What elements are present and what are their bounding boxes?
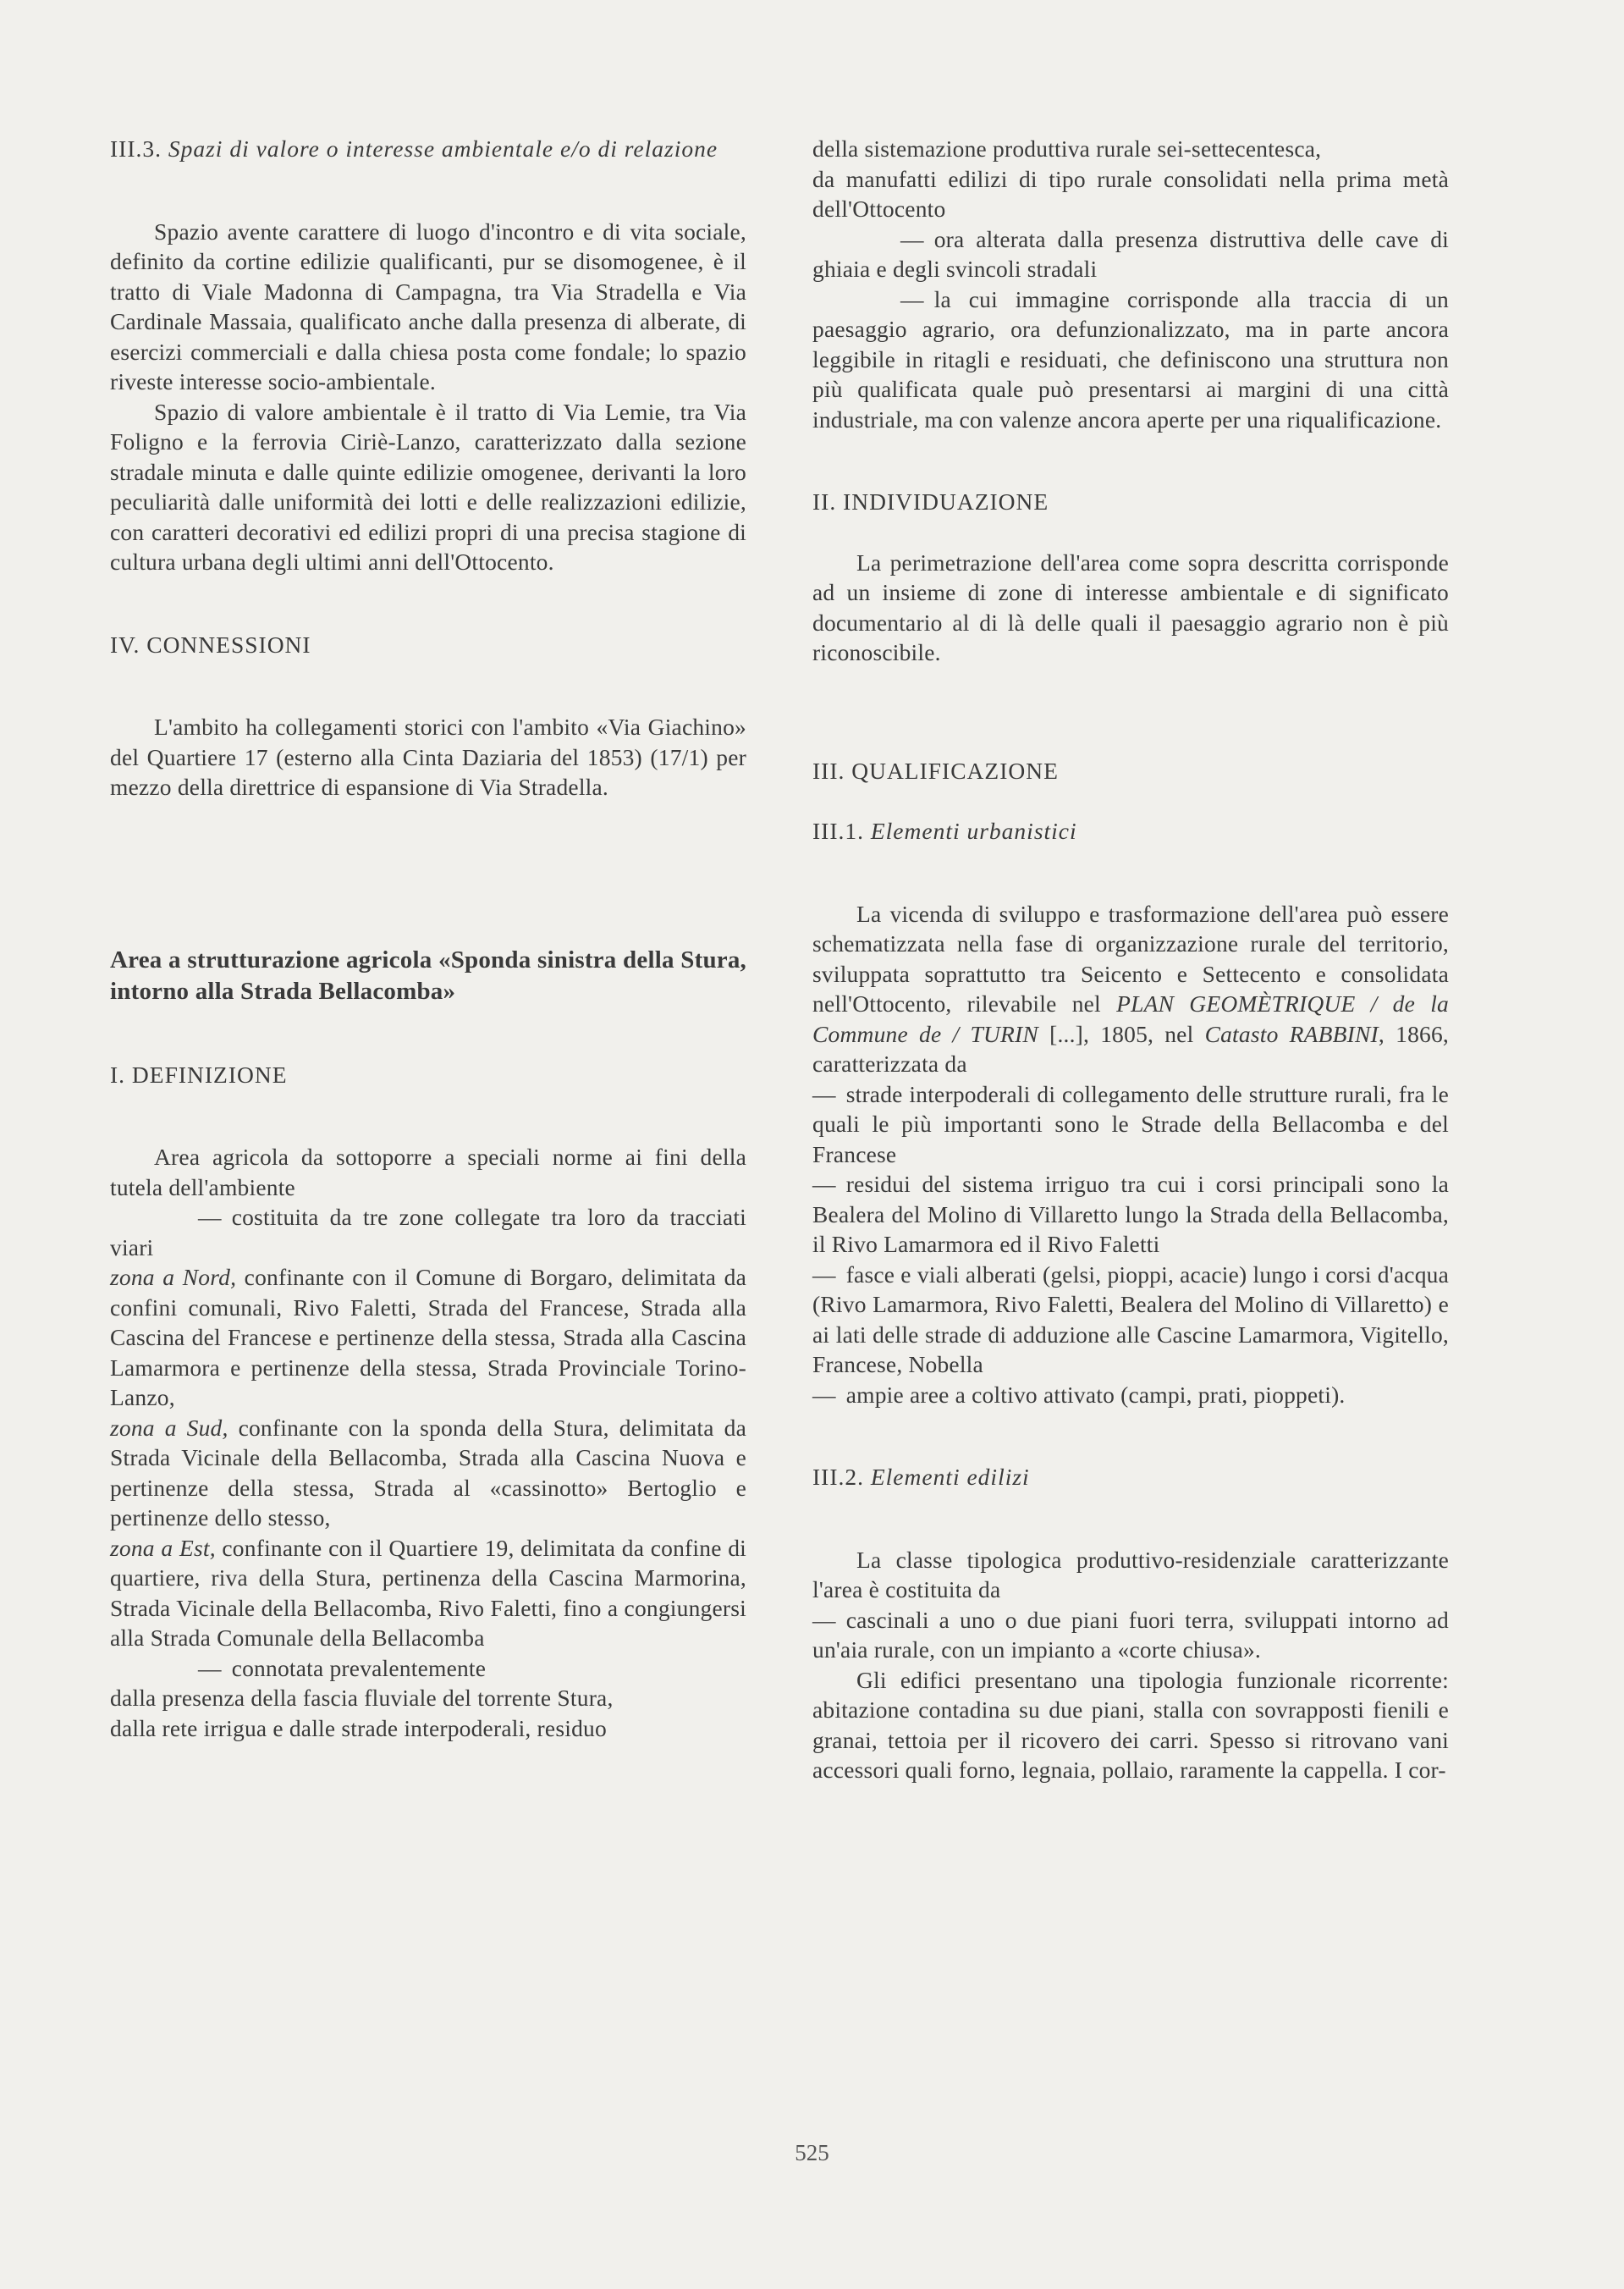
paragraph: della sistemazione produttiva rurale sei-settecentesca,: [812, 135, 1322, 162]
dash-glyph: —: [812, 1171, 836, 1197]
section-heading-iii: III. QUALIFICAZIONE: [812, 757, 1059, 784]
dash-text: strade interpoderali di collegamento delle strutture rurali, fra le quali le più importanti sono le Strade della Bellacomba e del Francese: [812, 1080, 1449, 1167]
dash-item: [110, 1653, 746, 1684]
zone-label: zona a Sud,: [110, 1414, 228, 1441]
dash-glyph: —: [812, 1080, 836, 1107]
paragraph: dalla presenza della fascia fluviale del torrente Stura,: [110, 1685, 614, 1711]
paragraph: La classe tipologica produttivo-residenziale caratterizzante l'area è costituita da: [812, 1546, 1449, 1602]
zone-item: [110, 1533, 746, 1653]
text-run: , 1866, caratterizzata da: [812, 1020, 1449, 1077]
heading-number: III.1.: [812, 818, 871, 844]
dash-glyph: —: [900, 225, 924, 252]
dash-item: [812, 1380, 1449, 1410]
paragraph: Spazio avente carattere di luogo d'incontro e di vita sociale, definito da cortine edilizie qualificanti, pur se disomogenee, è il tratto di Viale Madonna di Campagna, tra Via Stradella e Via Cardinale Massaia, qualificato anche dalla presenza di alberate, di esercizi commerciali e dalla chiesa posta come fondale; lo spazio riveste interesse socio-ambientale.: [110, 218, 746, 394]
dash-glyph: —: [198, 1654, 222, 1681]
zone-item: [110, 1413, 746, 1533]
zone-label: zona a Nord,: [110, 1264, 237, 1290]
dash-text: residui del sistema irriguo tra cui i corsi principali sono la Bealera del Molino di Villaretto lungo la Strada della Bellacomba, il Rivo Lamarmora ed il Rivo Faletti: [812, 1171, 1449, 1257]
dash-item: [812, 1605, 1449, 1665]
paragraph: dalla rete irrigua e dalle strade interpoderali, residuo: [110, 1714, 607, 1741]
paragraph: da manufatti edilizi di tipo rurale consolidati nella prima metà dell'Ottocento: [812, 165, 1449, 222]
paragraph: [812, 899, 1449, 1079]
section-heading-ii: II. INDIVIDUAZIONE: [812, 488, 1049, 515]
section-heading-iv: IV. CONNESSIONI: [110, 631, 311, 658]
heading-number: III.3.: [110, 135, 168, 162]
left-column: [110, 134, 746, 1743]
dash-glyph: —: [812, 1260, 836, 1288]
dash-text: cascinali a uno o due piani fuori terra, sviluppati intorno ad un'aia rurale, con un impianto a «corte chiusa».: [812, 1606, 1449, 1663]
area-title: Area a strutturazione agricola «Sponda sinistra della Stura, intorno alla Strada Bellacomba»: [110, 946, 746, 1005]
page-number: 525: [795, 2140, 829, 2165]
heading-title: Spazi di valore o interesse ambientale e/o di relazione: [168, 135, 718, 162]
dash-text: ora alterata dalla presenza distruttiva delle cave di ghiaia e degli svincoli stradali: [812, 225, 1449, 282]
dash-item: [812, 284, 1449, 435]
paragraph: Spazio di valore ambientale è il tratto di Via Lemie, tra Via Foligno e la ferrovia Ciriè-Lanzo, caratterizzato dalla sezione stradale minuta e dalle quinte edilizie omogenee, derivanti la loro peculiarità dalle uniformità dei lotti e delle realizzazioni edilizie, con caratteri decorativi ed edilizi propri di una precisa stagione di cultura urbana degli ultimi anni dell'Ottocento.: [110, 398, 746, 575]
dash-item: [110, 1202, 746, 1262]
dash-item: [812, 224, 1449, 284]
text-run: La vicenda di sviluppo e trasformazione dell'area può essere schematizzata nella fase di organizzazione rurale del territorio, sviluppata soprattutto tra Seicento e Settecento e consolidata nell'Ottocento, rilevabile nel: [812, 900, 1449, 1017]
dash-item: [812, 1260, 1449, 1380]
dash-text: connotata prevalentemente: [231, 1654, 487, 1681]
dash-glyph: —: [812, 1381, 836, 1408]
zone-label: zona a Est,: [110, 1534, 216, 1561]
dash-item: [812, 1079, 1449, 1170]
source-title: Catasto RABBINI: [1204, 1020, 1379, 1047]
dash-text: costituita da tre zone collegate tra loro da tracciati viari: [110, 1204, 746, 1260]
zone-text: confinante con la sponda della Stura, delimitata da Strada Vicinale della Bellacomba, Strada alla Cascina Nuova e pertinenze della stessa, Strada al «cassinotto» Bertoglio e pertinenze dello stesso,: [110, 1414, 747, 1531]
heading-title: Elementi urbanistici: [870, 818, 1077, 844]
paragraph: L'ambito ha collegamenti storici con l'ambito «Via Giachino» del Quartiere 17 (esterno alla Cinta Daziaria del 1853) (17/1) per mezzo della direttrice di espansione di Via Stradella.: [110, 714, 746, 800]
heading-title: Elementi edilizi: [870, 1464, 1030, 1490]
zone-item: [110, 1262, 746, 1413]
dash-text: fasce e viali alberati (gelsi, pioppi, acacie) lungo i corsi d'acqua (Rivo Lamarmora, Rivo Faletti, Bealera del Molino di Villaretto) e ai lati delle strade di adduzione alle Cascine Lamarmora, Vigitello, Francese, Nobella: [812, 1260, 1449, 1377]
section-heading-iii1: [812, 816, 1449, 847]
paragraph: Gli edifici presentano una tipologia funzionale ricorrente: abitazione contadina su due piani, stalla con sovrapposti fienili e granai, tettoia per il ricovero dei carri. Spesso si ritrovano vani accessori quali forno, legnaia, pollaio, raramente la cappella. I cor-: [812, 1666, 1449, 1783]
dash-glyph: —: [900, 285, 924, 312]
section-heading-i: I. DEFINIZIONE: [110, 1061, 288, 1088]
text-run: [...], 1805, nel: [1038, 1020, 1205, 1047]
paragraph: La perimetrazione dell'area come sopra descritta corrisponde ad un insieme di zone di interesse ambientale e di significato documentario al di là delle quali il paesaggio agrario non è più riconoscibile.: [812, 549, 1449, 665]
heading-number: III.2.: [812, 1464, 871, 1490]
dash-glyph: —: [198, 1204, 222, 1230]
section-heading-iii2: [812, 1462, 1449, 1492]
zone-text: confinante con il Quartiere 19, delimitata da confine di quartiere, riva della Stura, pertinenza della Cascina Marmorina, Strada Vicinale della Bellacomba, Rivo Faletti, fino a congiungersi alla Strada Comunale della Bellacomba: [110, 1534, 747, 1651]
source-title: PLAN GEOMÈTRIQUE / de la Commune de / TURIN: [812, 990, 1449, 1047]
dash-text: ampie aree a coltivo attivato (campi, prati, pioppeti).: [845, 1381, 1346, 1408]
dash-item: [812, 1169, 1449, 1260]
right-column: [812, 134, 1449, 1785]
paragraph: Area agricola da sottoporre a speciali norme ai fini della tutela dell'ambiente: [110, 1144, 746, 1200]
section-heading-iii3: [110, 134, 746, 164]
dash-text: la cui immagine corrisponde alla traccia di un paesaggio agrario, ora defunzionalizzato, ma in parte ancora leggibile in ritagli e residuati, che definiscono una struttura non più qualificata quale può presentarsi ai margini di una città industriale, ma con valenze ancora aperte per una riqualificazione.: [812, 285, 1449, 433]
dash-glyph: —: [812, 1606, 836, 1633]
zone-text: confinante con il Comune di Borgaro, delimitata da confini comunali, Rivo Faletti, Strada del Francese, Strada alla Cascina del Francese e pertinenze della stessa, Strada alla Cascina Lamarmora e pertinenze della stessa, Strada Provinciale Torino-Lanzo,: [110, 1264, 746, 1410]
